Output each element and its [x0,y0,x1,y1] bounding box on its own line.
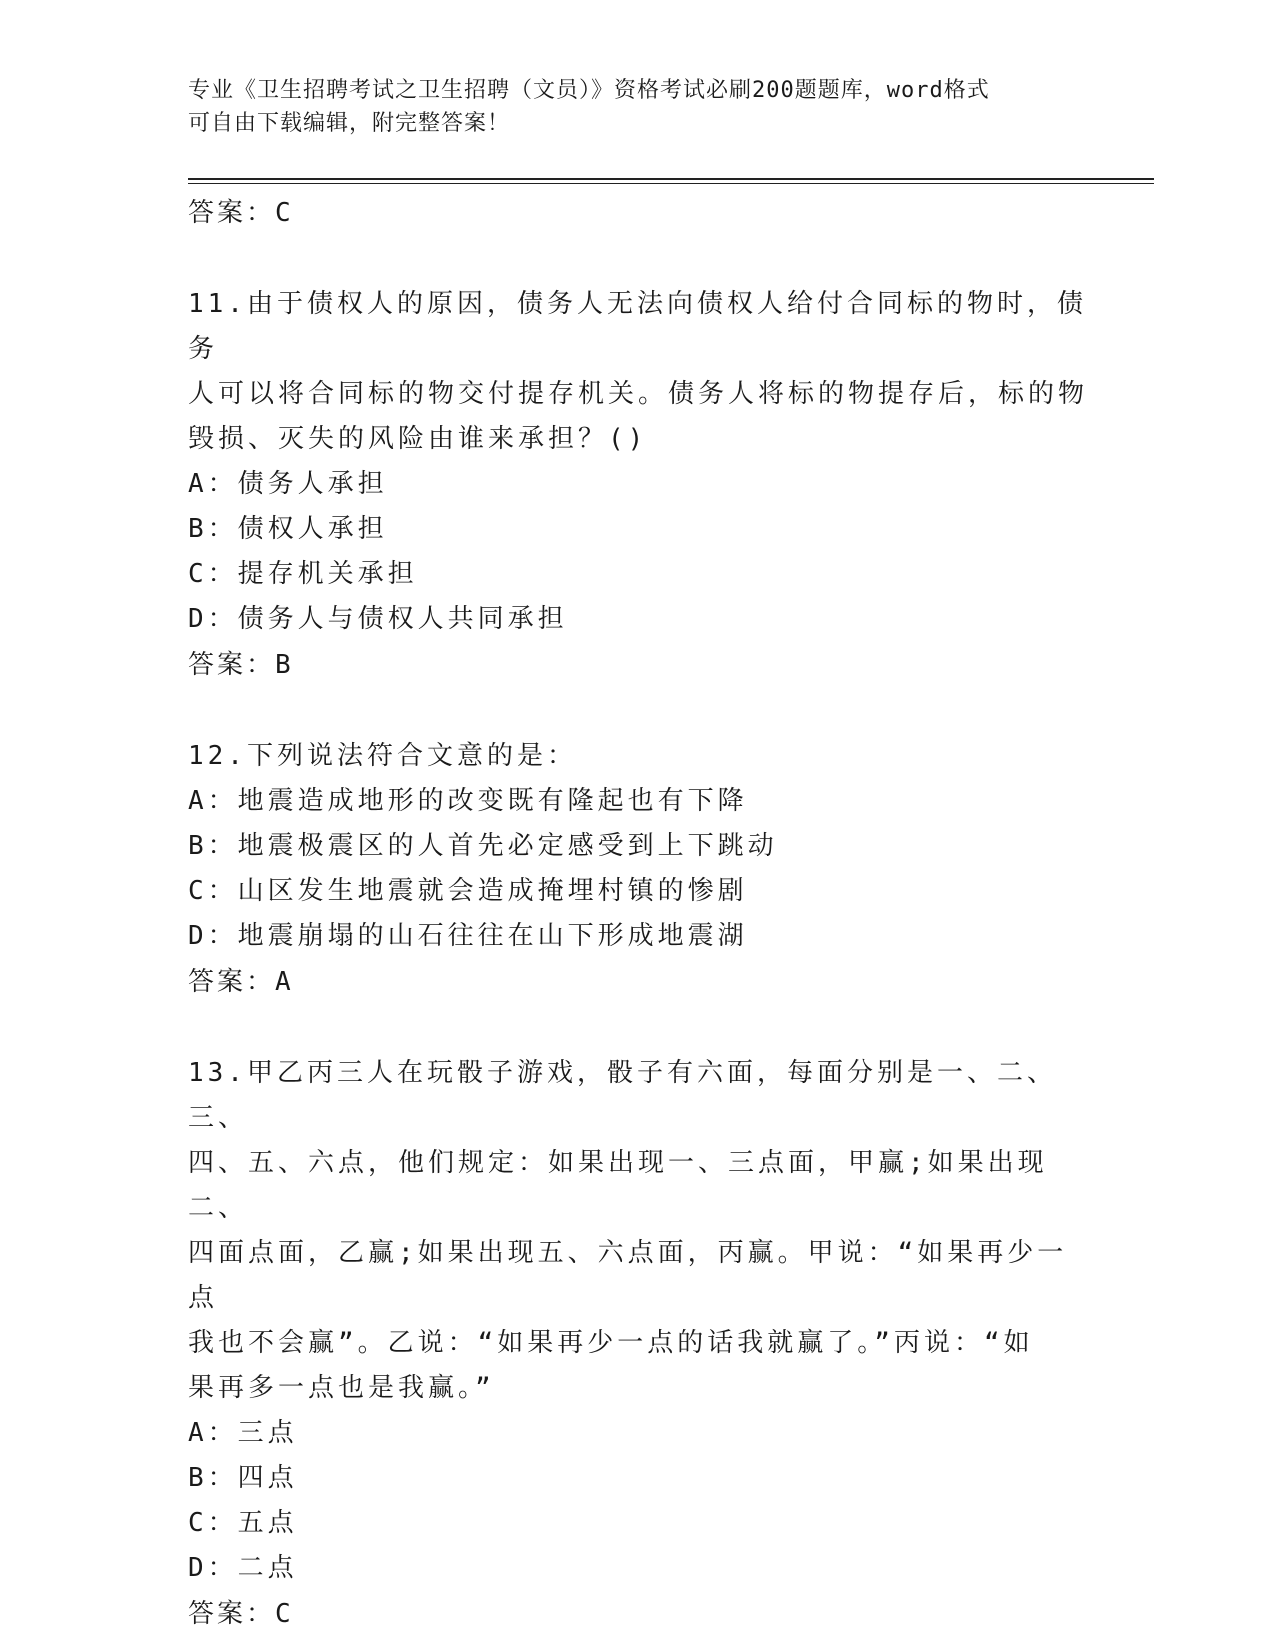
question-text-line: 毁损、灭失的风险由谁来承担？() [188,424,648,454]
spacer [188,688,1088,734]
option-b: B：四点 [188,1463,298,1493]
option-b: B：地震极震区的人首先必定感受到上下跳动 [188,831,778,861]
question-text [188,734,1088,779]
answer-value: B [275,650,293,680]
question-text-line: 四面点面，乙赢;如果出现五、六点面，丙赢。甲说：“如果再少一点 [188,1238,1068,1313]
spacer [188,236,1088,282]
option-d: D：债务人与债权人共同承担 [188,604,568,634]
header-divider-thin [188,183,1154,184]
header-line-2: 可自由下载编辑，附完整答案！ [188,111,511,136]
question-11 [188,282,1088,688]
option-d: D：地震崩塌的山石往往在山下形成地震湖 [188,921,748,951]
option-c: C：提存机关承担 [188,559,418,589]
answer-line [188,190,1088,236]
answer-label: 答案： [188,967,276,997]
question-content [188,190,1088,1637]
question-text-line: 人可以将合同标的物交付提存机关。债务人将标的物提存后，标的物 [188,379,1089,409]
question-text-line: 我也不会赢”。乙说：“如果再少一点的话我就赢了。”丙说：“如 [188,1328,1034,1358]
answer-value: C [275,1599,293,1629]
answer-line [188,642,1088,688]
spacer [188,1005,1088,1051]
document-header [188,74,1088,140]
question-12 [188,734,1088,1005]
question-text [188,1051,1088,1411]
option-b: B：债权人承担 [188,514,388,544]
option-a: A：债务人承担 [188,469,388,499]
answer-line [188,1591,1088,1637]
option-c: C：山区发生地震就会造成掩埋村镇的惨剧 [188,876,748,906]
option-a: A：地震造成地形的改变既有隆起也有下降 [188,786,748,816]
answer-label: 答案： [188,1599,276,1629]
header-line-1: 专业《卫生招聘考试之卫生招聘（文员）》资格考试必刷200题题库，word格式 [188,78,990,103]
answer-line [188,959,1088,1005]
answer-value: C [275,198,293,228]
answer-label: 答案： [188,198,276,228]
header-divider [188,178,1154,180]
question-text-line: 果再多一点也是我赢。” [188,1373,495,1403]
answer-label: 答案： [188,650,276,680]
question-text [188,282,1088,462]
answer-value: A [275,967,293,997]
option-c: C：五点 [188,1508,298,1538]
option-a: A：三点 [188,1418,298,1448]
question-text-line: 12.下列说法符合文意的是： [188,741,577,771]
question-text-line: 11.由于债权人的原因，债务人无法向债权人给付合同标的物时，债务 [188,289,1087,364]
question-text-line: 13.甲乙丙三人在玩骰子游戏，骰子有六面，每面分别是一、二、三、 [188,1058,1057,1133]
question-text-line: 四、五、六点，他们规定：如果出现一、三点面，甲赢;如果出现二、 [188,1148,1048,1223]
option-d: D：二点 [188,1553,298,1583]
question-13 [188,1051,1088,1637]
